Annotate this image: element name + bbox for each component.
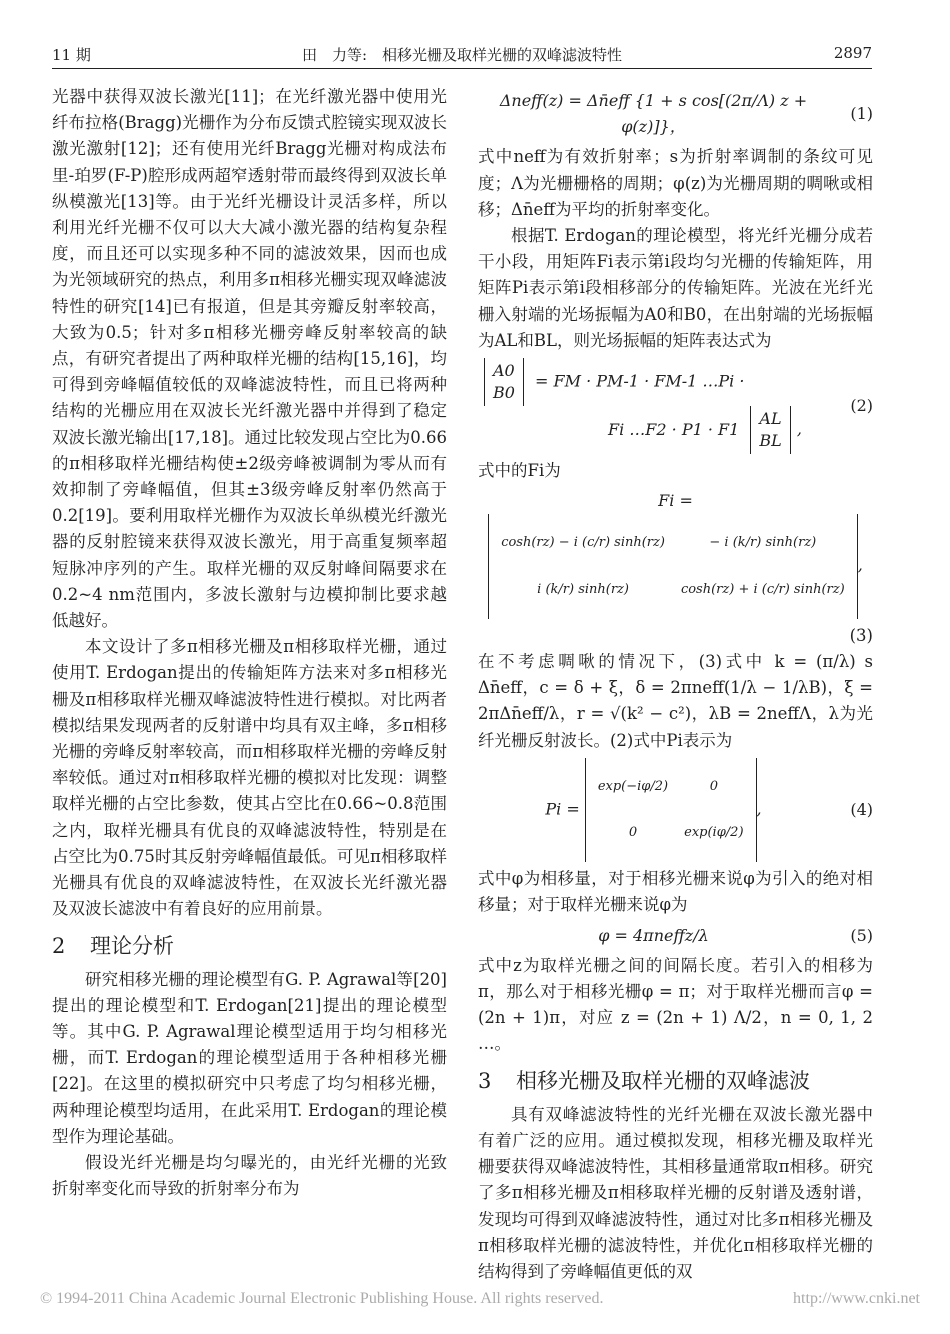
section-title: 理论分析 [90, 933, 174, 958]
matrix: cosh(rz) − i (c/r) sinh(rz) − i (k/r) sinh(rz) i (k/r) sinh(rz) cosh(rz) + i (c/r) sinh(rz) [488, 514, 858, 618]
header-rule [52, 68, 872, 69]
left-column [52, 84, 447, 1202]
equation-body: Fi …F2 · P1 · F1 [608, 419, 740, 439]
copyright-text: © 1994-2011 China Academic Journal Electronic Publishing House. All rights reserved. [40, 1290, 604, 1307]
paragraph: 式中z为取样光栅之间的间隔长度。若引入的相移为π，那么对于相移光栅φ = π；对于取样光栅而言φ = (2n + 1)π，对应 z = (2n + 1) Λ/2，n = 0, 1, 2 …。 [478, 955, 873, 1054]
section-title: 相移光栅及取样光栅的双峰滤波 [516, 1068, 810, 1093]
matrix: exp(−iφ/2) 0 0 exp(iφ/2) [585, 758, 757, 862]
paragraph: 在不考虑啁啾的情况下，(3)式中 k = (π/λ) s Δn̄eff，c = δ + ξ，δ = 2πneff(1/λ − 1/λB)，ξ = 2πΔn̄eff/λ，r = √(k² − c²)，λB = 2neffΛ，λ为光纤光栅反射波长。(2)式中Pi表示为 [478, 652, 873, 750]
equation-number: (1) [850, 104, 873, 124]
equation-number: (4) [850, 799, 873, 819]
paragraph: 式中neff为有效折射率；s为折射率调制的条纹可见度；Λ为光栅栅格的周期；φ(z)为光栅周期的啁啾或相移；Δn̄eff为平均的折射率变化。 [478, 147, 873, 219]
matrix: AL BL [750, 406, 790, 454]
equation-5 [478, 923, 873, 949]
issue-number: 11 期 [52, 46, 91, 64]
equation-body: = FM · PM-1 · FM-1 …Pi · [535, 371, 745, 391]
paragraph: 式中的Fi为 [478, 461, 561, 481]
section-heading [478, 1066, 873, 1096]
running-title: 田 力等: 相移光栅及取样光栅的双峰滤波特性 [301, 46, 623, 64]
copyright-footer [40, 1290, 920, 1308]
paragraph: 光器中获得双波长激光[11]；在光纤激光器中使用光纤布拉格(Bragg)光栅作为分布反馈式腔镜实现双波长激光激射[12]；还有使用光纤Bragg光栅对构成法布里-珀罗(F-P)腔形成两超窄透射带而最终得到双波长单纵模激光[13]等。由于光纤光栅设计灵活多样，所以利用光纤光栅不仅可以大大减小激光器的结构复杂程度，而且还可以实现多种不同的滤波效果，因而也成为光领域研究的热点，利用多π相移光栅实现双峰滤波特性的研究[14]已有报道，但是其旁瓣反射率较高，大致为0.5；针对多π相移光栅旁峰反射率较高的缺点，有研究者提出了两种取样光栅的结构[15,16]，均可得到旁峰幅值较低的双峰滤波特性，而且已将两种结构的光栅应用在双波长光纤激光器中并得到了稳定双波长激光输出[17,18]。通过比较发现占空比为0.66的π相移取样光栅结构使±2级旁峰被调制为零从而有效抑制了旁峰幅值，但其±3级旁峰反射率仍然高于0.2[19]。要利用取样光栅作为双波长单纵模光纤激光器的反射腔镜来获得双波长激光，用于高重复频率超短脉冲序列的产生。取样光栅的双反射峰间隔要求在0.2~4 nm范围内，多波长激射与边模抑制比要求越低越好。 [52, 87, 447, 631]
equation-1 [478, 88, 873, 140]
matrix: A0 B0 [484, 358, 524, 406]
paragraph: 具有双峰滤波特性的光纤光栅在双波长激光器中有着广泛的应用。通过模拟发现，相移光栅及取样光栅要获得双峰滤波特性，其相移量通常取π相移。研究了多π相移光栅及π相移取样光栅的反射谱及透射谱，发现均可得到双峰滤波特性，通过对比多π相移光栅及π相移取样光栅的滤波特性，并优化π相移取样光栅的结构得到了旁峰幅值更低的双 [478, 1104, 873, 1281]
right-column [478, 84, 873, 1285]
paragraph: 式中φ为相移量，对于相移光栅来说φ为引入的绝对相移量；对于取样光栅来说φ为 [478, 869, 873, 915]
page-number: 2897 [833, 44, 872, 62]
section-number: 2 [52, 933, 66, 958]
paragraph: 本文设计了多π相移光栅及π相移取样光栅，通过使用T. Erdogan提出的传输矩阵方法来对多π相移光栅及π相移取样光栅双峰滤波特性进行模拟。对比两者模拟结果发现两者的反射谱中均具有双主峰，多π相移光栅的旁峰反射率较高，而π相移取样光栅的旁峰反射率较低。通过对π相移取样光栅的模拟对比发现：调整取样光栅的占空比参数，使其占空比在0.66~0.8范围之内，取样光栅具有优良的双峰滤波特性，特别是在占空比为0.75时其反射旁峰幅值最低。可见π相移取样光栅具有优良的双峰滤波特性，在双波长光纤激光器及双波长滤波中有着良好的应用前景。 [52, 637, 447, 919]
section-number: 3 [478, 1068, 492, 1093]
paragraph: 研究相移光栅的理论模型有G. P. Agrawal等[20]提出的理论模型和T. Erdogan[21]提出的理论模型等。其中G. P. Agrawal理论模型适用于均匀相移光栅，而T. Erdogan的理论模型适用于各种相移光栅[22]。在这里的模拟研究中只考虑了均匀相移光栅，两种理论模型均适用，在此采用T. Erdogan的理论模型作为理论基础。 [52, 969, 447, 1146]
equation-body: φ = 4πneffz/λ [598, 925, 709, 945]
equation-2: A0 B0 = FM · PM-1 · FM-1 …Pi · Fi …F2 · P1 · F1 AL BL, (2) [478, 358, 873, 454]
paragraph: 根据T. Erdogan的理论模型，将光纤光栅分成若干小段，用矩阵Fi表示第i段均匀光栅的传输矩阵，用矩阵Pi表示第i段相移部分的传输矩阵。光波在光纤光栅入射端的光场振幅为A0和B0，在出射端的光场振幅为AL和BL，则光场振幅的矩阵表达式为 [478, 226, 873, 350]
section-heading [52, 931, 447, 961]
equation-body: Δneff(z) = Δn̄eff {1 + s cos[(2π/Λ) z + φ(z)]}， [499, 91, 808, 137]
equation-number: (2) [850, 395, 873, 415]
running-header [52, 44, 872, 68]
equation-number: (5) [850, 925, 873, 945]
equation-3: Fi = cosh(rz) − i (c/r) sinh(rz) − i (k/r) sinh(rz) i (k/r) sinh(rz) cosh(rz) + i (c/r) sinh(rz) , [478, 488, 873, 619]
equation-4: Pi = exp(−iφ/2) 0 0 exp(iφ/2) , (4) [478, 758, 873, 862]
equation-number: (3) [849, 625, 873, 645]
paragraph: 假设光纤光栅是均匀曝光的，由光纤光栅的光致折射率变化而导致的折射率分布为 [52, 1152, 447, 1199]
footer-url: http://www.cnki.net [793, 1290, 920, 1307]
